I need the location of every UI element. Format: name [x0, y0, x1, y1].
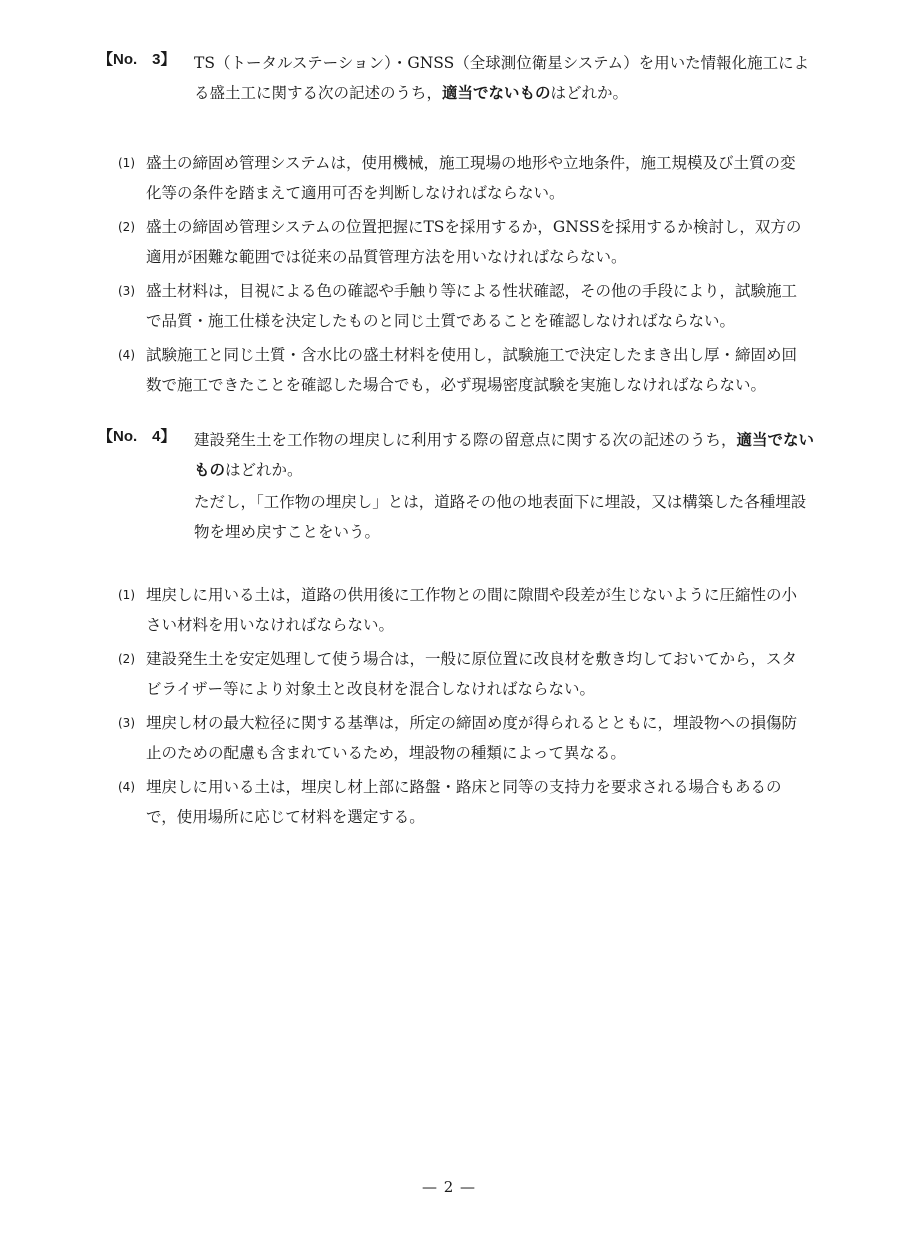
- choice-item[interactable]: [118, 148, 808, 208]
- stem-text: TS（トータルステーション）・GNSS（全球測位衛星システム）を用いた情報化施工による盛土工に関する次の記述のうち，: [194, 54, 810, 102]
- stem-text-end: はどれか。: [225, 461, 303, 479]
- choice-text: 埋戻し材の最大粒径に関する基準は，所定の締固め度が得られるとともに，埋設物への損傷防止のための配慮も含まれているため，埋設物の種類によって異なる。: [146, 714, 798, 762]
- choice-number: (1): [118, 588, 135, 602]
- choice-item[interactable]: [118, 580, 808, 640]
- choice-text: 盛土の締固め管理システムの位置把握にTSを採用するか，GNSSを採用するか検討し，双方の適用が困難な範囲では従来の品質管理方法を用いなければならない。: [146, 218, 802, 266]
- choice-text: 埋戻しに用いる土は，埋戻し材上部に路盤・路床と同等の支持力を要求される場合もあるので，使用場所に応じて材料を選定する。: [146, 778, 782, 826]
- question-stem: [194, 48, 818, 108]
- choice-item[interactable]: [118, 212, 808, 272]
- page-number: — 2 —: [421, 1178, 477, 1196]
- choice-number: (4): [118, 780, 135, 794]
- choice-text: 建設発生土を安定処理して使う場合は，一般に原位置に改良材を敷き均しておいてから，スタビライザー等により対象土と改良材を混合しなければならない。: [146, 650, 798, 698]
- choice-number: (2): [118, 220, 135, 234]
- question-3: [98, 48, 818, 108]
- stem-emphasis: 適当でないもの: [194, 431, 815, 479]
- choice-text: 埋戻しに用いる土は，道路の供用後に工作物との間に隙間や段差が生じないように圧縮性の小さい材料を用いなければならない。: [146, 586, 798, 634]
- stem-text: 建設発生土を工作物の埋戻しに利用する際の留意点に関する次の記述のうち，: [194, 431, 737, 449]
- question-number: 【No. 4】: [98, 428, 176, 445]
- choices-q3: [118, 148, 808, 404]
- choice-number: (1): [118, 156, 135, 170]
- choice-number: (4): [118, 348, 135, 362]
- question-note: ただし，「工作物の埋戻し」とは，道路その他の地表面下に埋設，又は構築した各種埋設物を埋め戻すことをいう。: [194, 493, 807, 541]
- choice-item[interactable]: [118, 276, 808, 336]
- choice-number: (3): [118, 716, 135, 730]
- question-number: 【No. 3】: [98, 51, 176, 68]
- choice-text: 盛土の締固め管理システムは，使用機械，施工現場の地形や立地条件，施工規模及び土質の変化等の条件を踏まえて適用可否を判断しなければならない。: [146, 154, 796, 202]
- choice-number: (3): [118, 284, 135, 298]
- choice-item[interactable]: [118, 708, 808, 768]
- question-4: [98, 425, 818, 547]
- choice-number: (2): [118, 652, 135, 666]
- choice-text: 試験施工と同じ土質・含水比の盛土材料を使用し，試験施工で決定したまき出し厚・締固め回数で施工できたことを確認した場合でも，必ず現場密度試験を実施しなければならない。: [146, 346, 798, 394]
- choice-item[interactable]: [118, 772, 808, 832]
- stem-emphasis: 適当でないもの: [442, 84, 551, 102]
- stem-text-end: はどれか。: [550, 84, 629, 102]
- choice-item[interactable]: [118, 644, 808, 704]
- question-stem: [194, 425, 818, 547]
- choice-text: 盛土材料は，目視による色の確認や手触り等による性状確認，その他の手段により，試験施工で品質・施工仕様を決定したものと同じ土質であることを確認しなければならない。: [146, 282, 798, 330]
- choices-q4: [118, 580, 808, 836]
- choice-item[interactable]: [118, 340, 808, 400]
